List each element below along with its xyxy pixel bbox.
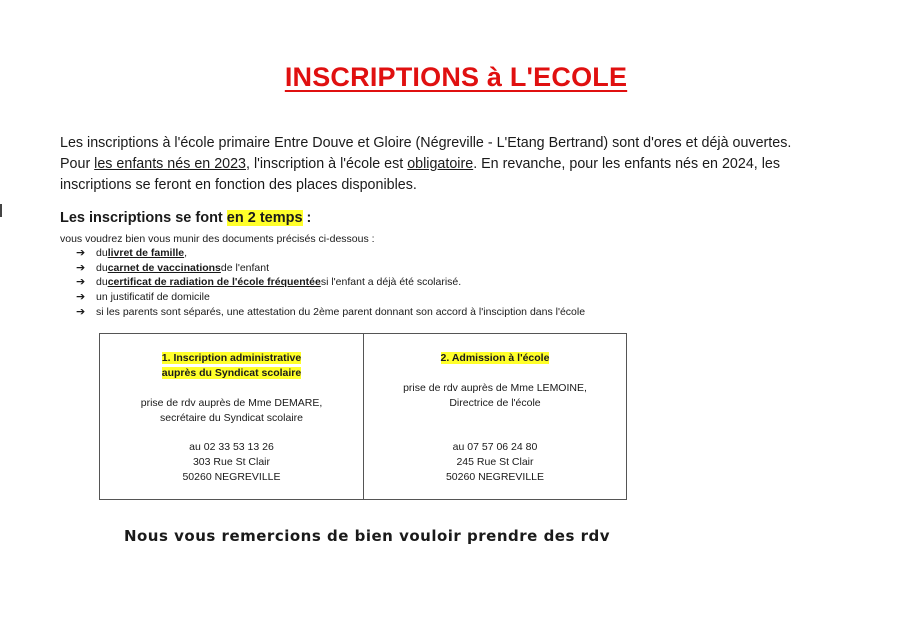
section-title-text: Les inscriptions se font xyxy=(60,210,227,226)
intro-line-1: Les inscriptions à l'école primaire Entre Douve et Gloire (Négreville - L'Etang Bertrand) sont d'ores et déjà ouvertes. xyxy=(60,135,792,151)
arrow-right-icon: ➔ xyxy=(76,305,86,318)
list-item xyxy=(76,275,585,290)
list-item xyxy=(76,246,585,261)
section-title-highlight: en 2 temps xyxy=(226,210,303,226)
step-title-line: auprès du Syndicat scolaire xyxy=(161,367,302,379)
step-title-line: 1. Inscription administrative xyxy=(161,352,302,364)
step-city: 50260 NEGREVILLE xyxy=(182,471,281,483)
documents-note: vous voudrez bien vous munir des documents précisés ci-dessous : xyxy=(60,233,375,245)
step-desc-line: secrétaire du Syndicat scolaire xyxy=(160,412,303,424)
list-item-text: du xyxy=(96,276,108,289)
documents-list xyxy=(76,246,585,320)
step-street: 303 Rue St Clair xyxy=(192,456,271,468)
list-item-text: , xyxy=(184,247,188,259)
list-item-bold: livret de famille xyxy=(107,247,185,259)
list-item-text: du xyxy=(96,261,108,274)
step-city: 50260 NEGREVILLE xyxy=(445,471,545,483)
step-desc-line: prise de rdv auprès de Mme DEMARE, xyxy=(140,397,323,409)
step-title-line: 2. Admission à l'école xyxy=(440,352,550,364)
step-cell-administrative xyxy=(100,334,363,499)
step-phone: au 07 57 06 24 80 xyxy=(452,441,538,453)
step-street: 245 Rue St Clair xyxy=(456,456,534,468)
step-description xyxy=(100,396,363,426)
section-title xyxy=(60,210,311,226)
step-desc-line: Directrice de l'école xyxy=(449,397,541,409)
arrow-right-icon: ➔ xyxy=(76,276,86,289)
list-item-text: si les parents sont séparés, une attestation du 2ème parent donnant son accord à l'insciption dans l'école xyxy=(96,305,586,318)
list-item-bold: certificat de radiation de l'école fréquentée xyxy=(107,276,321,289)
list-item-text: un justificatif de domicile xyxy=(96,291,210,304)
step-title xyxy=(100,351,363,381)
list-item-text: de l'enfant xyxy=(220,261,270,274)
section-title-colon: : xyxy=(302,210,312,226)
intro-text: Pour xyxy=(60,156,95,172)
page-title: INSCRIPTIONS à L'ECOLE xyxy=(284,62,628,92)
list-item xyxy=(76,305,585,320)
intro-text: , l'inscription à l'école est xyxy=(246,156,408,172)
arrow-right-icon: ➔ xyxy=(76,261,86,274)
footer-note: Nous vous remercions de bien vouloir prendre des rdv xyxy=(123,527,611,545)
intro-text: . En revanche, pour les enfants nés en 2024, les xyxy=(473,156,780,172)
list-item-bold: carnet de vaccinations xyxy=(107,261,221,274)
intro-line-3: inscriptions se feront en fonction des places disponibles. xyxy=(60,177,417,193)
step-cell-admission xyxy=(363,334,626,499)
intro-underline-mandatory: obligatoire xyxy=(407,156,474,172)
list-item xyxy=(76,290,585,305)
steps-table xyxy=(99,333,627,500)
list-item xyxy=(76,261,585,276)
list-item-text: si l'enfant a déjà été scolarisé. xyxy=(320,276,462,289)
arrow-right-icon: ➔ xyxy=(76,247,86,259)
step-description xyxy=(364,381,626,411)
intro-underline-children-2023: les enfants nés en 2023 xyxy=(94,156,246,172)
intro-line-2 xyxy=(60,154,850,175)
intro-paragraph xyxy=(60,133,850,196)
step-title xyxy=(364,351,626,366)
margin-mark xyxy=(0,204,2,217)
list-item-text: du xyxy=(96,247,108,259)
step-contact xyxy=(364,440,626,485)
step-phone: au 02 33 53 13 26 xyxy=(189,441,274,453)
step-desc-line: prise de rdv auprès de Mme LEMOINE, xyxy=(403,382,587,394)
arrow-right-icon: ➔ xyxy=(76,291,86,304)
step-contact xyxy=(100,440,363,485)
